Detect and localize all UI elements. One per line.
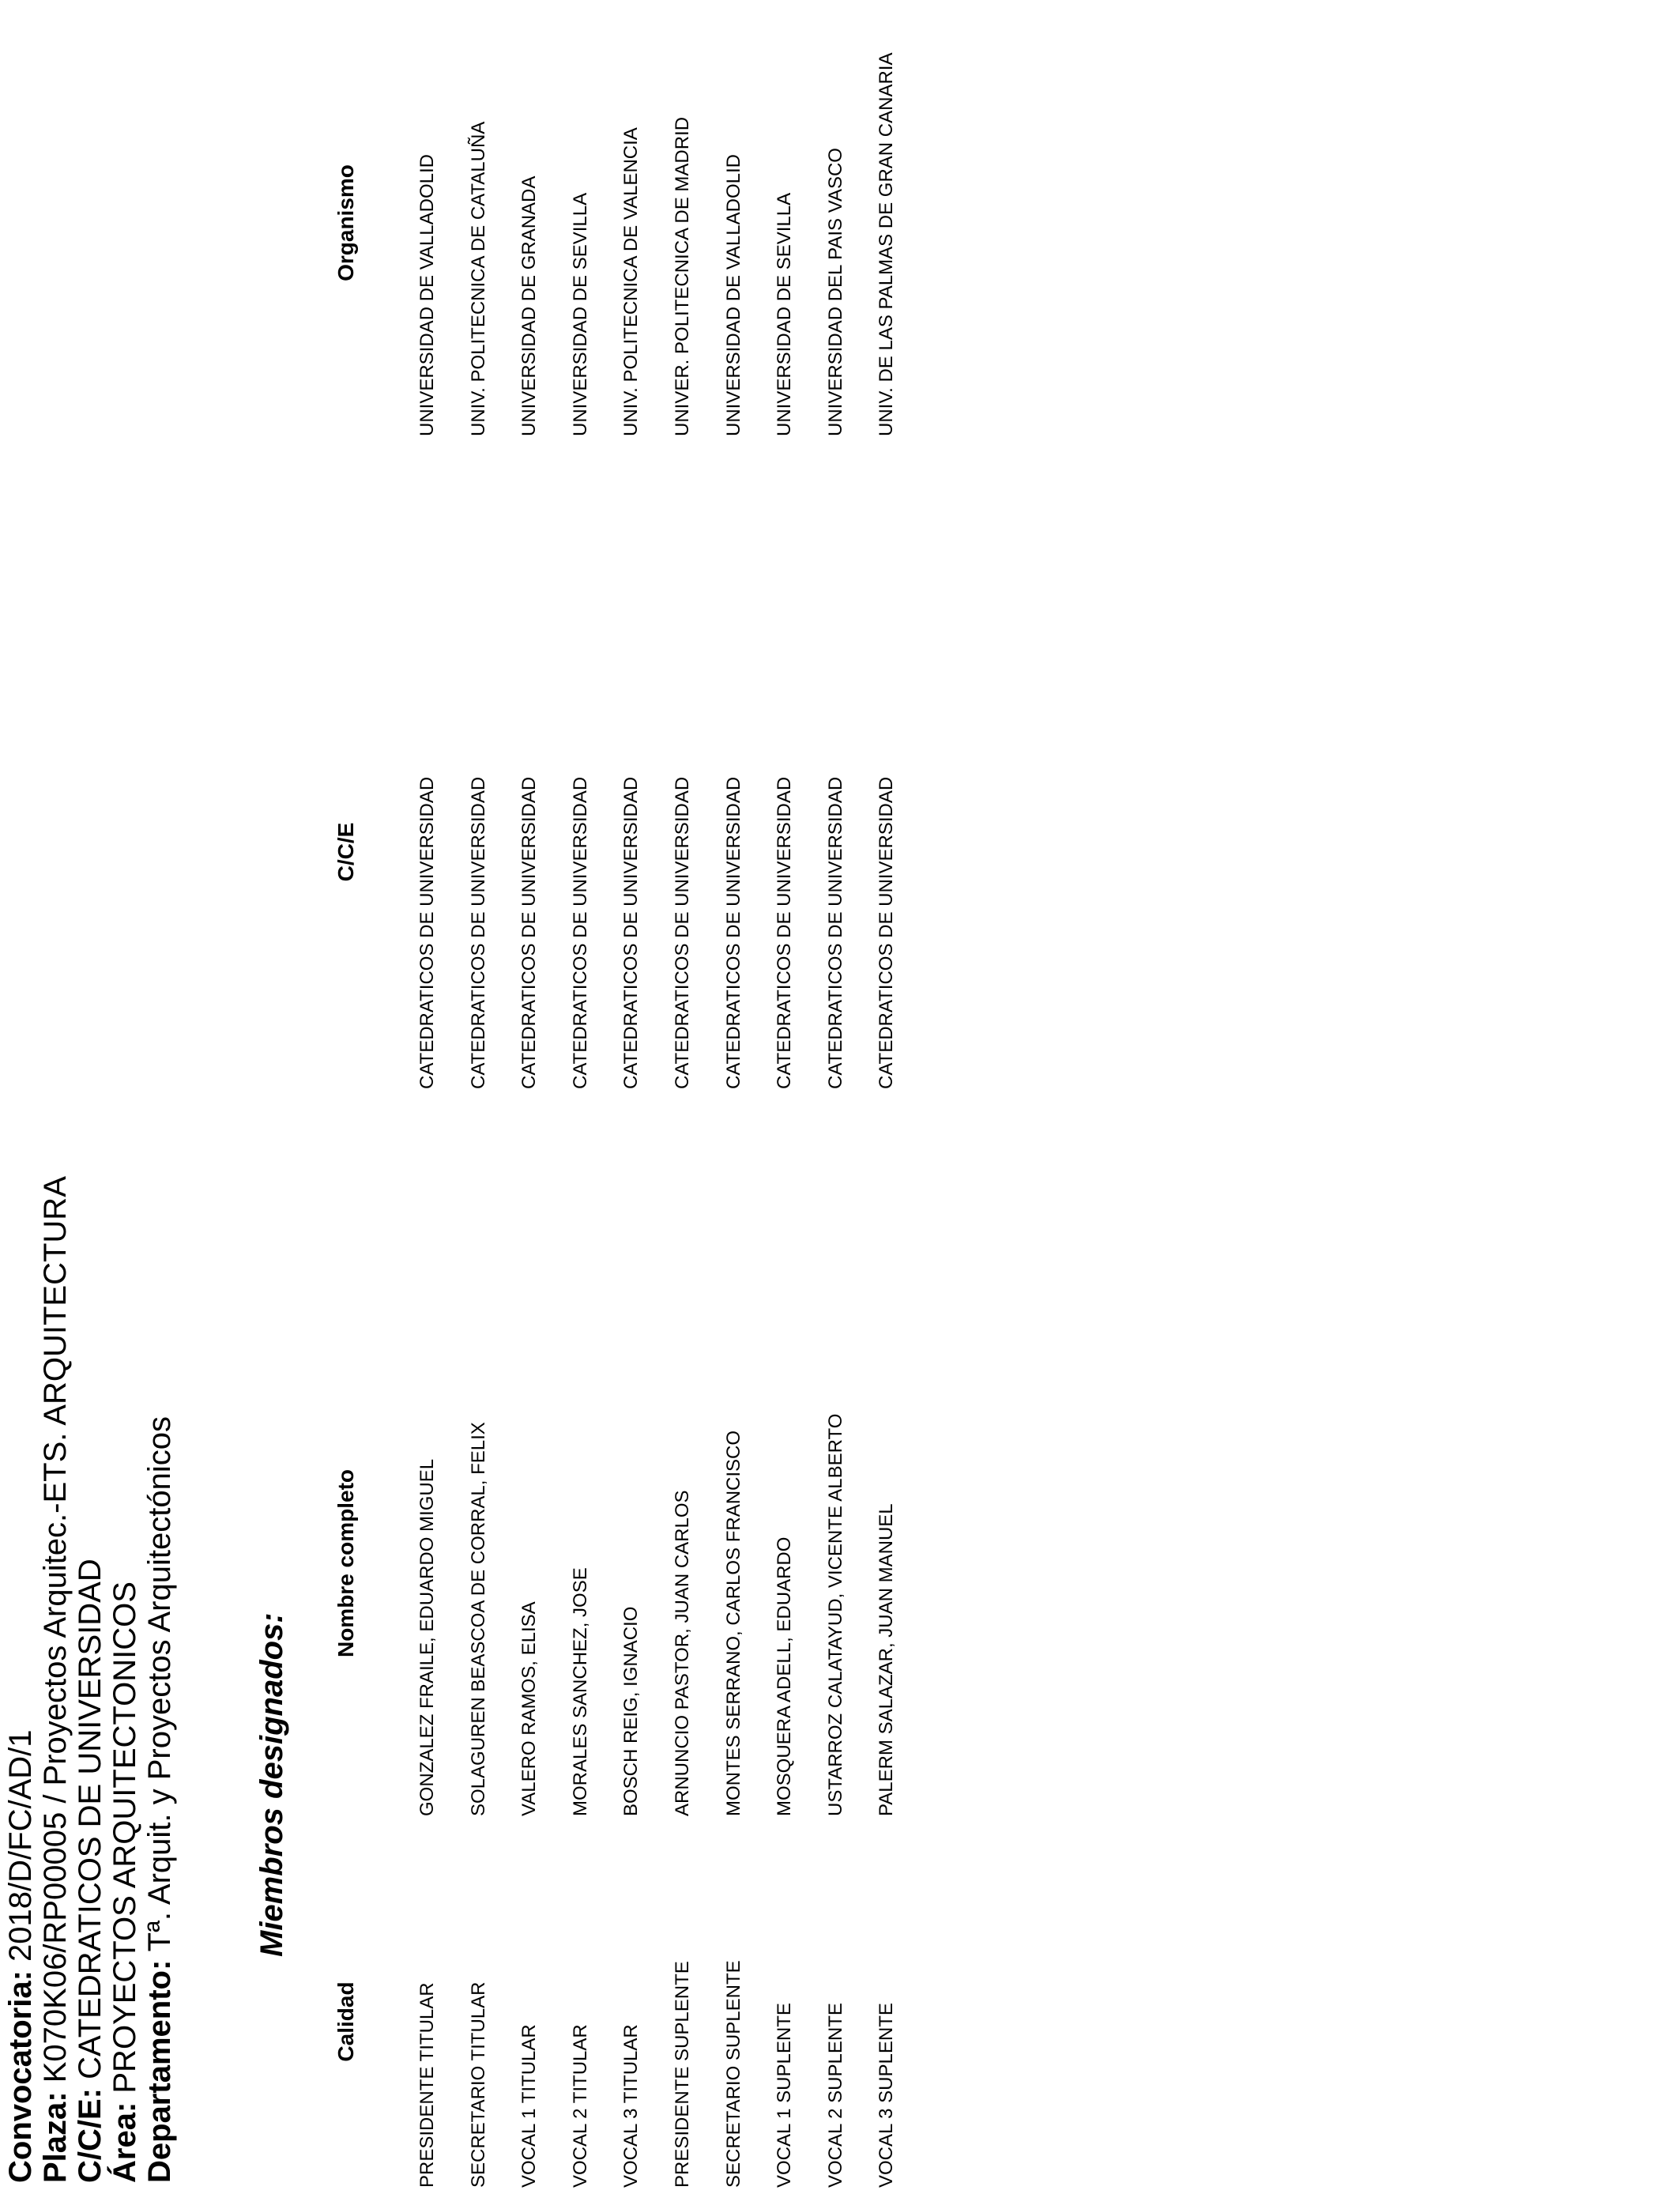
column-header-nombre: Nombre completo bbox=[333, 1468, 358, 1658]
area-label: Área: bbox=[107, 2102, 142, 2183]
cell-organismo: UNIV. POLITECNICA DE VALENCIA bbox=[620, 127, 642, 436]
header-departamento bbox=[142, 1416, 177, 2183]
cell-organismo: UNIVERSIDAD DE SEVILLA bbox=[569, 192, 591, 436]
cell-calidad: VOCAL 3 SUPLENTE bbox=[876, 2003, 898, 2188]
cell-calidad: VOCAL 3 TITULAR bbox=[620, 2024, 642, 2188]
cell-nombre: BOSCH REIG, IGNACIO bbox=[620, 1606, 642, 1816]
cell-cce: CATEDRATICOS DE UNIVERSIDAD bbox=[774, 776, 796, 1089]
cell-nombre: VALERO RAMOS, ELISA bbox=[518, 1601, 541, 1816]
cell-nombre: SOLAGUREN BEASCOA DE CORRAL, FELIX bbox=[467, 1422, 489, 1816]
cell-calidad: VOCAL 1 SUPLENTE bbox=[774, 2003, 796, 2188]
departamento-label: Departamento: bbox=[142, 1959, 177, 2183]
cell-calidad: VOCAL 2 SUPLENTE bbox=[824, 2003, 846, 2188]
cell-nombre: MORALES SANCHEZ, JOSE bbox=[569, 1567, 591, 1816]
cell-organismo: UNIVERSIDAD DEL PAIS VASCO bbox=[824, 148, 846, 436]
cell-calidad: PRESIDENTE SUPLENTE bbox=[672, 1961, 693, 2188]
cell-organismo: UNIVERSIDAD DE VALLADOLID bbox=[722, 154, 744, 436]
cell-calidad: VOCAL 2 TITULAR bbox=[569, 2024, 591, 2188]
convocatoria-label: Convocatoria: bbox=[3, 1970, 38, 2183]
plaza-value: K070K06/RP00005 / Proyectos Arquitec.-ETS. ARQUITECTURA bbox=[38, 1176, 73, 2092]
plaza-label: Plaza: bbox=[38, 2091, 73, 2183]
column-header-cce: C/C/E bbox=[333, 822, 358, 882]
cell-cce: CATEDRATICOS DE UNIVERSIDAD bbox=[620, 776, 642, 1089]
cell-cce: CATEDRATICOS DE UNIVERSIDAD bbox=[876, 776, 898, 1089]
cell-cce: CATEDRATICOS DE UNIVERSIDAD bbox=[722, 776, 744, 1089]
cell-organismo: UNIVERSIDAD DE VALLADOLID bbox=[416, 154, 438, 436]
cell-cce: CATEDRATICOS DE UNIVERSIDAD bbox=[518, 776, 541, 1089]
cell-cce: CATEDRATICOS DE UNIVERSIDAD bbox=[824, 776, 846, 1089]
header-cce bbox=[73, 1559, 107, 2183]
section-title: Miembros designados: bbox=[254, 1612, 289, 1957]
cell-cce: CATEDRATICOS DE UNIVERSIDAD bbox=[416, 776, 438, 1089]
header-convocatoria bbox=[3, 1729, 38, 2183]
cell-organismo: UNIVER. POLITECNICA DE MADRID bbox=[672, 116, 693, 436]
cell-organismo: UNIVERSIDAD DE GRANADA bbox=[518, 175, 541, 436]
cce-value: CATEDRATICOS DE UNIVERSIDAD bbox=[73, 1559, 107, 2088]
column-header-calidad: Calidad bbox=[333, 1981, 358, 2062]
cce-label: C/C/E: bbox=[73, 2088, 107, 2183]
cell-calidad: PRESIDENTE TITULAR bbox=[416, 1982, 438, 2188]
cell-calidad: SECRETARIO SUPLENTE bbox=[722, 1960, 744, 2188]
cell-nombre: PALERM SALAZAR, JUAN MANUEL bbox=[876, 1503, 898, 1816]
cell-nombre: USTARROZ CALATAYUD, VICENTE ALBERTO bbox=[824, 1413, 846, 1816]
area-value: PROYECTOS ARQUITECTONICOS bbox=[107, 1581, 142, 2102]
cell-calidad: VOCAL 1 TITULAR bbox=[518, 2024, 541, 2188]
cell-nombre: ARNUNCIO PASTOR, JUAN CARLOS bbox=[672, 1490, 693, 1816]
cell-organismo: UNIV. POLITECNICA DE CATALUÑA bbox=[467, 121, 489, 436]
cell-nombre: MONTES SERRANO, CARLOS FRANCISCO bbox=[722, 1430, 744, 1816]
cell-nombre: GONZALEZ FRAILE, EDUARDO MIGUEL bbox=[416, 1458, 438, 1816]
departamento-value: Tª. Arquit. y Proyectos Arquitectónicos bbox=[142, 1416, 177, 1960]
cell-organismo: UNIV. DE LAS PALMAS DE GRAN CANARIA bbox=[876, 52, 898, 436]
convocatoria-value: 2018/D/FC/AD/1 bbox=[3, 1729, 38, 1971]
header-plaza bbox=[38, 1176, 73, 2183]
column-header-organismo: Organismo bbox=[333, 164, 358, 281]
cell-organismo: UNIVERSIDAD DE SEVILLA bbox=[774, 192, 796, 436]
cell-calidad: SECRETARIO TITULAR bbox=[467, 1981, 489, 2188]
header-area bbox=[107, 1581, 142, 2183]
cell-cce: CATEDRATICOS DE UNIVERSIDAD bbox=[672, 776, 693, 1089]
cell-cce: CATEDRATICOS DE UNIVERSIDAD bbox=[467, 776, 489, 1089]
cell-nombre: MOSQUERA ADELL, EDUARDO bbox=[774, 1536, 796, 1816]
cell-cce: CATEDRATICOS DE UNIVERSIDAD bbox=[569, 776, 591, 1089]
